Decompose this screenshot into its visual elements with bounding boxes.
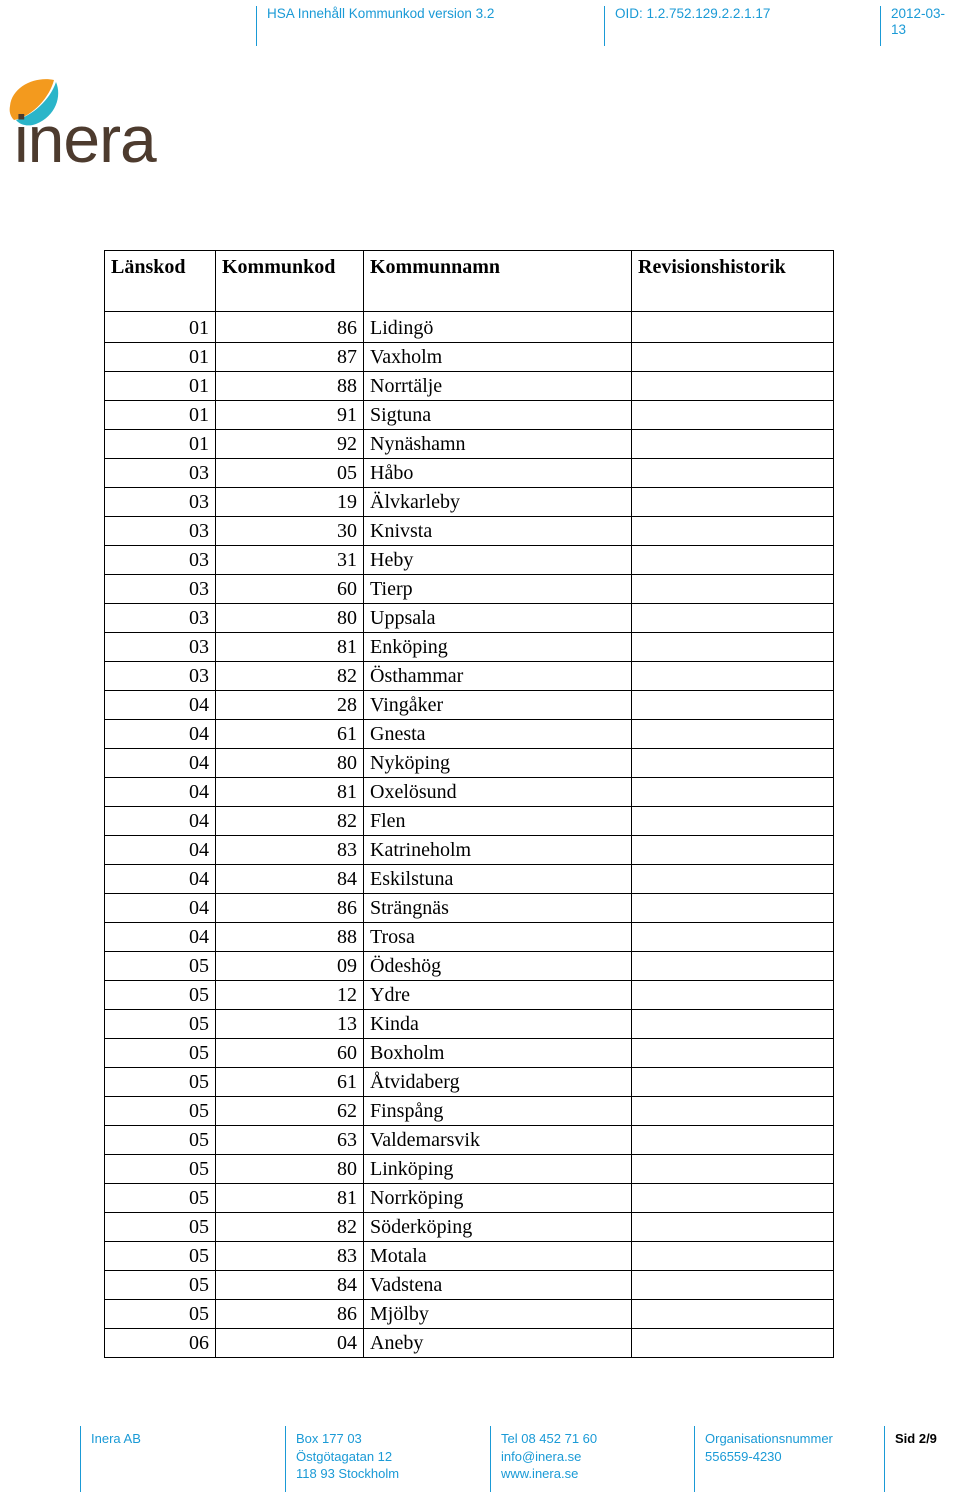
page-number: Sid 2/9 bbox=[884, 1426, 937, 1492]
cell-lanskod: 03 bbox=[105, 459, 216, 488]
table-row bbox=[105, 488, 834, 517]
cell-kommunnamn: Sigtuna bbox=[364, 401, 632, 430]
cell-kommunnamn: Heby bbox=[364, 546, 632, 575]
table-row bbox=[105, 343, 834, 372]
cell-kommunnamn: Norrköping bbox=[364, 1184, 632, 1213]
cell-revisionshistorik bbox=[632, 1126, 834, 1155]
table-row bbox=[105, 1097, 834, 1126]
cell-revisionshistorik bbox=[632, 312, 834, 343]
cell-kommunnamn: Ydre bbox=[364, 981, 632, 1010]
cell-revisionshistorik bbox=[632, 691, 834, 720]
cell-kommunnamn: Norrtälje bbox=[364, 372, 632, 401]
cell-kommunnamn: Tierp bbox=[364, 575, 632, 604]
cell-lanskod: 05 bbox=[105, 1242, 216, 1271]
cell-kommunkod: 86 bbox=[216, 312, 364, 343]
cell-kommunkod: 12 bbox=[216, 981, 364, 1010]
cell-kommunnamn: Gnesta bbox=[364, 720, 632, 749]
cell-kommunkod: 86 bbox=[216, 1300, 364, 1329]
cell-kommunnamn: Östhammar bbox=[364, 662, 632, 691]
cell-revisionshistorik bbox=[632, 720, 834, 749]
cell-kommunkod: 88 bbox=[216, 923, 364, 952]
footer-address bbox=[285, 1426, 399, 1492]
cell-lanskod: 06 bbox=[105, 1329, 216, 1358]
col-header-revisionshistorik: Revisionshistorik bbox=[632, 251, 834, 312]
col-header-kommunkod: Kommunkod bbox=[216, 251, 364, 312]
cell-kommunnamn: Enköping bbox=[364, 633, 632, 662]
cell-kommunnamn: Vingåker bbox=[364, 691, 632, 720]
cell-kommunkod: 83 bbox=[216, 1242, 364, 1271]
cell-kommunnamn: Strängnäs bbox=[364, 894, 632, 923]
cell-revisionshistorik bbox=[632, 401, 834, 430]
cell-lanskod: 03 bbox=[105, 517, 216, 546]
doc-date: 2012-03-13 bbox=[880, 6, 960, 46]
cell-revisionshistorik bbox=[632, 1213, 834, 1242]
cell-kommunnamn: Vaxholm bbox=[364, 343, 632, 372]
table-row bbox=[105, 1213, 834, 1242]
cell-revisionshistorik bbox=[632, 1242, 834, 1271]
cell-revisionshistorik bbox=[632, 807, 834, 836]
table-row bbox=[105, 401, 834, 430]
cell-lanskod: 01 bbox=[105, 312, 216, 343]
footer-org bbox=[694, 1426, 833, 1492]
doc-title: HSA Innehåll Kommunkod version 3.2 bbox=[256, 6, 494, 46]
cell-kommunnamn: Vadstena bbox=[364, 1271, 632, 1300]
cell-kommunkod: 84 bbox=[216, 865, 364, 894]
cell-revisionshistorik bbox=[632, 488, 834, 517]
cell-lanskod: 05 bbox=[105, 1068, 216, 1097]
page-header bbox=[0, 0, 960, 48]
cell-kommunnamn: Lidingö bbox=[364, 312, 632, 343]
footer-company bbox=[80, 1426, 141, 1492]
cell-revisionshistorik bbox=[632, 1010, 834, 1039]
cell-lanskod: 01 bbox=[105, 372, 216, 401]
cell-revisionshistorik bbox=[632, 604, 834, 633]
cell-kommunnamn: Kinda bbox=[364, 1010, 632, 1039]
cell-lanskod: 03 bbox=[105, 633, 216, 662]
cell-kommunkod: 09 bbox=[216, 952, 364, 981]
cell-revisionshistorik bbox=[632, 952, 834, 981]
col-header-kommunnamn: Kommunnamn bbox=[364, 251, 632, 312]
table-row bbox=[105, 720, 834, 749]
cell-kommunkod: 13 bbox=[216, 1010, 364, 1039]
cell-kommunkod: 80 bbox=[216, 1155, 364, 1184]
cell-revisionshistorik bbox=[632, 894, 834, 923]
cell-revisionshistorik bbox=[632, 1068, 834, 1097]
cell-kommunnamn: Linköping bbox=[364, 1155, 632, 1184]
table-row bbox=[105, 1242, 834, 1271]
cell-lanskod: 05 bbox=[105, 1097, 216, 1126]
cell-kommunkod: 88 bbox=[216, 372, 364, 401]
cell-lanskod: 01 bbox=[105, 430, 216, 459]
cell-lanskod: 03 bbox=[105, 546, 216, 575]
company-name: Inera AB bbox=[91, 1431, 141, 1446]
table-row bbox=[105, 1126, 834, 1155]
cell-lanskod: 04 bbox=[105, 807, 216, 836]
cell-revisionshistorik bbox=[632, 372, 834, 401]
cell-kommunkod: 63 bbox=[216, 1126, 364, 1155]
cell-kommunkod: 04 bbox=[216, 1329, 364, 1358]
table-row bbox=[105, 691, 834, 720]
oid: OID: 1.2.752.129.2.2.1.17 bbox=[604, 6, 770, 46]
cell-kommunkod: 61 bbox=[216, 720, 364, 749]
cell-kommunkod: 84 bbox=[216, 1271, 364, 1300]
cell-lanskod: 04 bbox=[105, 720, 216, 749]
cell-kommunkod: 86 bbox=[216, 894, 364, 923]
table-row bbox=[105, 575, 834, 604]
cell-lanskod: 05 bbox=[105, 1300, 216, 1329]
cell-kommunkod: 30 bbox=[216, 517, 364, 546]
footer-contact bbox=[490, 1426, 597, 1492]
cell-kommunnamn: Uppsala bbox=[364, 604, 632, 633]
cell-revisionshistorik bbox=[632, 1300, 834, 1329]
cell-lanskod: 05 bbox=[105, 981, 216, 1010]
table-row bbox=[105, 807, 834, 836]
cell-kommunnamn: Valdemarsvik bbox=[364, 1126, 632, 1155]
table-row bbox=[105, 662, 834, 691]
cell-kommunnamn: Håbo bbox=[364, 459, 632, 488]
table-row bbox=[105, 1010, 834, 1039]
cell-kommunkod: 80 bbox=[216, 749, 364, 778]
cell-revisionshistorik bbox=[632, 662, 834, 691]
cell-revisionshistorik bbox=[632, 343, 834, 372]
logo-wordmark: inera bbox=[14, 102, 156, 176]
cell-kommunnamn: Mjölby bbox=[364, 1300, 632, 1329]
table-row bbox=[105, 430, 834, 459]
cell-lanskod: 05 bbox=[105, 1184, 216, 1213]
cell-revisionshistorik bbox=[632, 749, 834, 778]
cell-lanskod: 03 bbox=[105, 662, 216, 691]
cell-kommunkod: 92 bbox=[216, 430, 364, 459]
table-row bbox=[105, 604, 834, 633]
cell-revisionshistorik bbox=[632, 1271, 834, 1300]
cell-revisionshistorik bbox=[632, 836, 834, 865]
cell-lanskod: 01 bbox=[105, 401, 216, 430]
table-row bbox=[105, 1271, 834, 1300]
cell-revisionshistorik bbox=[632, 1184, 834, 1213]
cell-kommunkod: 91 bbox=[216, 401, 364, 430]
org-number: 556559-4230 bbox=[705, 1448, 782, 1464]
cell-revisionshistorik bbox=[632, 633, 834, 662]
table-row bbox=[105, 633, 834, 662]
table-row bbox=[105, 459, 834, 488]
cell-lanskod: 05 bbox=[105, 1039, 216, 1068]
table-row bbox=[105, 372, 834, 401]
address-line: Östgötagatan 12 bbox=[296, 1448, 393, 1464]
col-header-lanskod: Länskod bbox=[105, 251, 216, 312]
cell-revisionshistorik bbox=[632, 865, 834, 894]
cell-lanskod: 05 bbox=[105, 952, 216, 981]
cell-kommunkod: 31 bbox=[216, 546, 364, 575]
cell-kommunnamn: Katrineholm bbox=[364, 836, 632, 865]
table-body bbox=[105, 312, 834, 1358]
cell-lanskod: 01 bbox=[105, 343, 216, 372]
cell-kommunkod: 82 bbox=[216, 662, 364, 691]
cell-lanskod: 04 bbox=[105, 749, 216, 778]
cell-lanskod: 05 bbox=[105, 1010, 216, 1039]
cell-revisionshistorik bbox=[632, 459, 834, 488]
cell-lanskod: 04 bbox=[105, 778, 216, 807]
table-header-row bbox=[105, 251, 834, 312]
cell-kommunnamn: Nynäshamn bbox=[364, 430, 632, 459]
cell-revisionshistorik bbox=[632, 778, 834, 807]
table-row bbox=[105, 1155, 834, 1184]
cell-kommunnamn: Eskilstuna bbox=[364, 865, 632, 894]
table-row bbox=[105, 517, 834, 546]
cell-kommunkod: 82 bbox=[216, 1213, 364, 1242]
org-label: Organisationsnummer bbox=[705, 1431, 833, 1446]
cell-kommunkod: 81 bbox=[216, 1184, 364, 1213]
cell-revisionshistorik bbox=[632, 430, 834, 459]
address-line: Box 177 03 bbox=[296, 1431, 362, 1446]
cell-lanskod: 03 bbox=[105, 488, 216, 517]
cell-lanskod: 04 bbox=[105, 923, 216, 952]
cell-revisionshistorik bbox=[632, 1155, 834, 1184]
cell-lanskod: 04 bbox=[105, 691, 216, 720]
cell-kommunnamn: Åtvidaberg bbox=[364, 1068, 632, 1097]
page-footer bbox=[0, 1426, 960, 1490]
cell-revisionshistorik bbox=[632, 546, 834, 575]
cell-kommunnamn: Boxholm bbox=[364, 1039, 632, 1068]
table-row bbox=[105, 923, 834, 952]
table-row bbox=[105, 836, 834, 865]
table-row bbox=[105, 981, 834, 1010]
website-link[interactable]: www.inera.se bbox=[501, 1466, 579, 1481]
cell-kommunnamn: Söderköping bbox=[364, 1213, 632, 1242]
table-row bbox=[105, 1039, 834, 1068]
cell-lanskod: 05 bbox=[105, 1271, 216, 1300]
cell-kommunkod: 82 bbox=[216, 807, 364, 836]
cell-lanskod: 03 bbox=[105, 575, 216, 604]
table-row bbox=[105, 952, 834, 981]
table-row bbox=[105, 312, 834, 343]
cell-lanskod: 05 bbox=[105, 1155, 216, 1184]
cell-lanskod: 04 bbox=[105, 836, 216, 865]
table-row bbox=[105, 778, 834, 807]
cell-lanskod: 05 bbox=[105, 1126, 216, 1155]
table-row bbox=[105, 546, 834, 575]
cell-kommunkod: 60 bbox=[216, 575, 364, 604]
table-row bbox=[105, 749, 834, 778]
cell-revisionshistorik bbox=[632, 517, 834, 546]
cell-kommunkod: 61 bbox=[216, 1068, 364, 1097]
cell-kommunkod: 87 bbox=[216, 343, 364, 372]
cell-revisionshistorik bbox=[632, 923, 834, 952]
cell-kommunnamn: Finspång bbox=[364, 1097, 632, 1126]
cell-lanskod: 04 bbox=[105, 865, 216, 894]
cell-revisionshistorik bbox=[632, 1097, 834, 1126]
table-row bbox=[105, 865, 834, 894]
cell-kommunnamn: Älvkarleby bbox=[364, 488, 632, 517]
cell-kommunkod: 80 bbox=[216, 604, 364, 633]
table-row bbox=[105, 1300, 834, 1329]
cell-kommunnamn: Ödeshög bbox=[364, 952, 632, 981]
cell-kommunnamn: Flen bbox=[364, 807, 632, 836]
cell-kommunkod: 05 bbox=[216, 459, 364, 488]
table-row bbox=[105, 1184, 834, 1213]
cell-kommunnamn: Nyköping bbox=[364, 749, 632, 778]
cell-lanskod: 05 bbox=[105, 1213, 216, 1242]
municipality-code-table bbox=[104, 250, 834, 1358]
table-row bbox=[105, 1068, 834, 1097]
email-link[interactable]: info@inera.se bbox=[501, 1448, 582, 1464]
cell-kommunkod: 81 bbox=[216, 633, 364, 662]
cell-lanskod: 04 bbox=[105, 894, 216, 923]
cell-kommunnamn: Oxelösund bbox=[364, 778, 632, 807]
cell-revisionshistorik bbox=[632, 1329, 834, 1358]
address-line: 118 93 Stockholm bbox=[296, 1466, 400, 1481]
cell-kommunnamn: Trosa bbox=[364, 923, 632, 952]
cell-kommunkod: 83 bbox=[216, 836, 364, 865]
cell-revisionshistorik bbox=[632, 575, 834, 604]
cell-kommunnamn: Knivsta bbox=[364, 517, 632, 546]
cell-revisionshistorik bbox=[632, 1039, 834, 1068]
table-row bbox=[105, 1329, 834, 1358]
cell-kommunkod: 28 bbox=[216, 691, 364, 720]
cell-kommunkod: 81 bbox=[216, 778, 364, 807]
cell-kommunkod: 60 bbox=[216, 1039, 364, 1068]
cell-revisionshistorik bbox=[632, 981, 834, 1010]
cell-kommunnamn: Aneby bbox=[364, 1329, 632, 1358]
phone: Tel 08 452 71 60 bbox=[501, 1431, 598, 1446]
cell-kommunkod: 62 bbox=[216, 1097, 364, 1126]
cell-kommunnamn: Motala bbox=[364, 1242, 632, 1271]
table-row bbox=[105, 894, 834, 923]
cell-lanskod: 03 bbox=[105, 604, 216, 633]
cell-kommunkod: 19 bbox=[216, 488, 364, 517]
